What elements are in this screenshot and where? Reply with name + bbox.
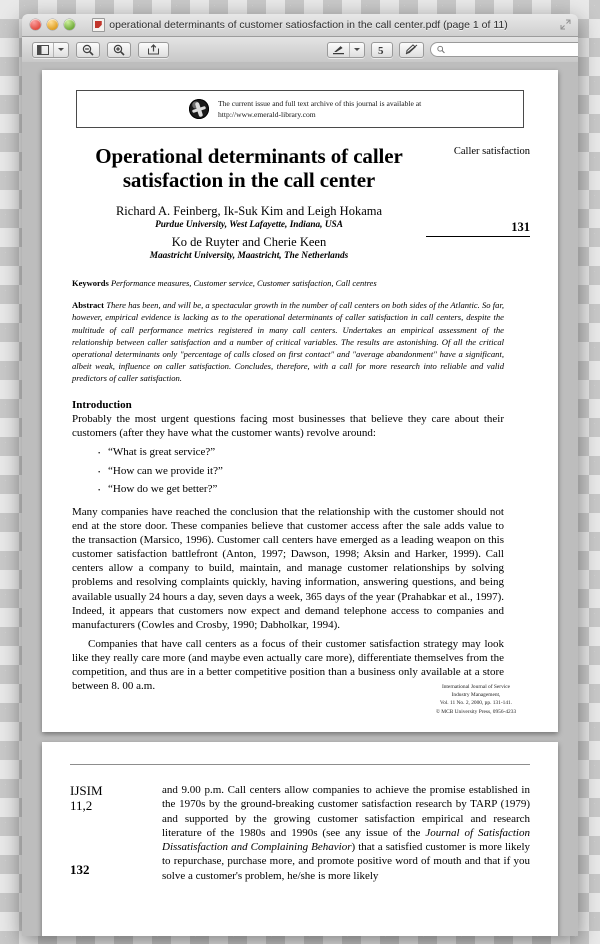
keywords-label: Keywords — [72, 278, 109, 289]
intro-bullet-list — [70, 446, 530, 497]
page2-margin-column — [70, 783, 162, 883]
fullscreen-icon[interactable] — [560, 19, 571, 30]
svg-text:5: 5 — [378, 44, 384, 56]
share-button[interactable] — [138, 42, 169, 58]
list-item: · “How can we provide it?” — [108, 465, 530, 479]
folio-rule — [426, 236, 530, 237]
authors-line-2: Ko de Ruyter and Cherie Keen — [171, 234, 327, 249]
imprint-line-3: Vol. 11 No. 2, 2000, pp. 131-141. — [439, 700, 513, 707]
search-input[interactable] — [449, 44, 578, 56]
imprint-line-4: © MCB University Press, 0956-4233 — [435, 708, 517, 715]
page-number: 131 — [511, 220, 530, 234]
pen-icon[interactable] — [328, 43, 349, 57]
window-titlebar[interactable] — [22, 14, 578, 37]
traffic-lights — [30, 19, 75, 30]
body-paragraph-3: Companies that have call centers as a focus of their customer satisfaction strategy may look like they really care more (and maybe even actually care more), differentiate themselves from the competition, and thus are in a better competitive position than a business only available at a store between 8. 00 a.m. — [72, 637, 504, 692]
close-window-button[interactable] — [30, 19, 41, 30]
minimize-window-button[interactable] — [47, 19, 58, 30]
journal-issue: 11,2 — [70, 798, 93, 814]
preview-window — [22, 14, 578, 936]
markup-tool-button[interactable] — [327, 42, 365, 58]
abstract-label: Abstract — [72, 300, 104, 311]
emerald-line-2: http://www.emerald-library.com — [218, 110, 316, 119]
abstract-block — [72, 299, 504, 384]
page2-body-part-2: ) that a satisfied customer is more likely to repurchase, purchase more, and promote positive word of mouth and that if you solve a customer's problem, he/she is more likely — [162, 841, 530, 882]
journal-imprint — [422, 683, 530, 717]
sidebar-view-button[interactable] — [32, 42, 69, 58]
affiliation-line-1: Purdue University, West Lafayette, Indiana, USA — [155, 219, 343, 230]
body-paragraph-2: Many companies have reached the conclusion that the relationship with the customer should not end at the store door. These companies believe that customer access after the sale adds value to the transaction (Marsico, 1996). Customer call centers have emerged as a leading weapon on this customer satisfaction battlefront (Anton, 1997; Dawson, 1998; Aksin and Harker, 1999). Call centers allow a company to build, maintain, and manage customer relationships by solving problems and resolving complaints quickly, having information, answering questions, and being available usually 24 hours a day, seven days a week, 365 days of the year (Prahabkar et al., 1997). Indeed, it appears that customers now expect and demand telephone access to companies and manufacturers (Cowles and Crosby, 1990; Dabholkar, 1994). — [72, 506, 504, 631]
emerald-line-1: The current issue and full text archive of this journal is available at — [218, 99, 422, 108]
chevron-down-icon[interactable] — [53, 43, 68, 57]
list-item: · “What is great service?” — [108, 446, 530, 460]
journal-abbreviation: IJSIM — [70, 783, 103, 798]
page2-body-part-1: and 9.00 p.m. Call centers allow companies to achieve the promise established in the 1970s by the ground-breaking customer satisfaction research by TARP (1979) and supported by the growing customer satisfaction empirical and research literature of the 1980s and 1990s (see any issue of the — [162, 784, 530, 839]
authors-line-1: Richard A. Feinberg, Ik-Suk Kim and Leigh Hokama — [115, 203, 383, 218]
emerald-banner-text — [218, 98, 421, 120]
zoom-window-button[interactable] — [64, 19, 75, 30]
pdf-page-2 — [42, 742, 558, 936]
zoom-in-button[interactable] — [107, 42, 131, 58]
running-head: Caller satisfaction — [453, 146, 530, 157]
annotate-button[interactable] — [399, 42, 424, 58]
page2-grid — [70, 783, 530, 883]
page2-body-italic: Journal of Satisfaction Dissatisfaction and Complaining Behavior — [162, 826, 530, 854]
search-icon — [437, 45, 445, 54]
window-title-group — [22, 14, 578, 36]
toolbar-left-group — [32, 42, 169, 58]
page-number: 132 — [70, 862, 90, 877]
page-title: Operational determinants of caller satisfaction in the call center — [95, 144, 403, 193]
imprint-line-1: International Journal of Service — [441, 683, 511, 690]
folio-block — [426, 220, 530, 237]
toolbar-right-group — [327, 42, 578, 58]
page2-body-paragraph — [162, 783, 530, 883]
page2-header-rule — [70, 764, 530, 765]
keywords-block — [72, 278, 504, 290]
emerald-availability-banner — [76, 90, 524, 128]
intro-paragraph-1: Probably the most urgent questions facing most businesses that believe they care about their customers (after they have what the customer wants) revolve around: — [72, 412, 504, 439]
pdf-scroll-area[interactable] — [22, 62, 578, 936]
pdf-page-1 — [42, 70, 558, 732]
sidebar-icon[interactable] — [33, 43, 53, 57]
keywords-text: Performance measures, Customer service, Customer satisfaction, Call centres — [110, 278, 377, 289]
search-field[interactable] — [430, 42, 578, 57]
chevron-down-icon[interactable] — [349, 43, 364, 57]
rotate-button[interactable] — [371, 42, 393, 58]
globe-icon — [189, 99, 209, 119]
affiliation-line-2: Maastricht University, Maastricht, The Netherlands — [149, 250, 349, 261]
pdf-toolbar — [22, 37, 578, 63]
window-title: operational determinants of customer satiosfaction in the call center.pdf (page 1 of 11) — [109, 19, 508, 31]
list-item: · “How do we get better?” — [108, 483, 530, 497]
abstract-text: There has been, and will be, a spectacular growth in the number of call centers on both sides of the Atlantic. So far, however, empirical evidence is lacking as to the operational determinants of caller satisfaction in call centers, despite the multitude of call performance metrics registered in many call centers. Undertakes an empirical assessment of the relationship between caller satisfaction and a number of critical variables. The results are astonishing. Of all the critical operational determinants only "percentage of calls closed on first contact" and "average abandonment" have a significant, albeit weak, influence on caller satisfaction. Concludes, therefore, with a call for more research into reliable and valid predictors of caller satisfaction. — [72, 300, 504, 384]
pdf-document-icon — [92, 18, 105, 32]
imprint-line-2: Industry Management, — [451, 691, 501, 698]
section-heading-introduction: Introduction — [72, 398, 132, 411]
zoom-out-button[interactable] — [76, 42, 100, 58]
